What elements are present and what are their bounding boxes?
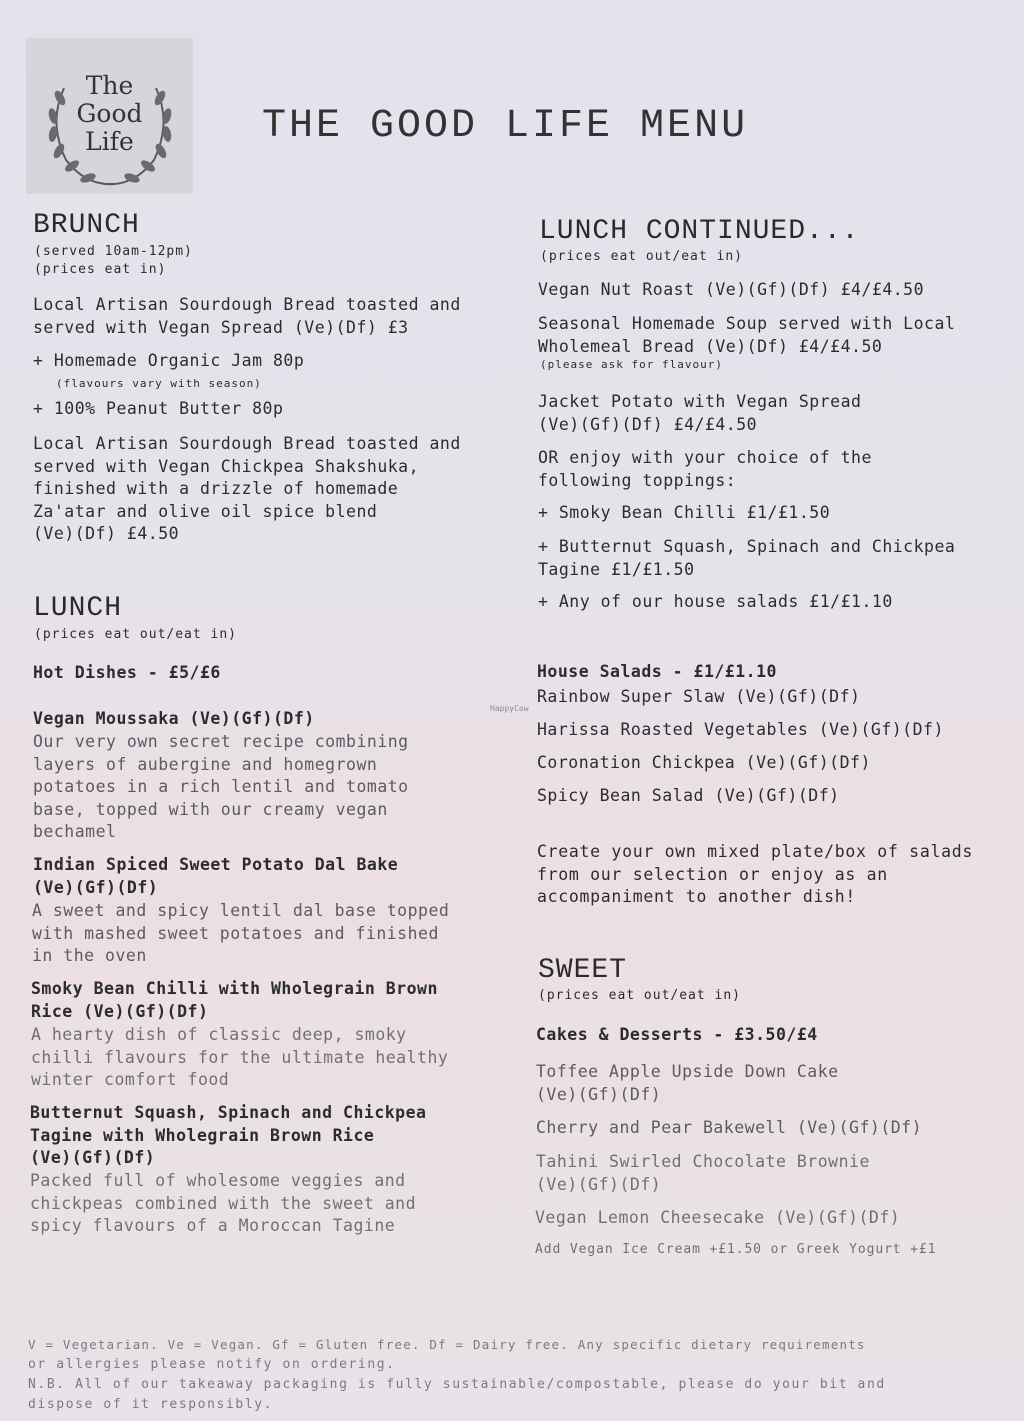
brunch-served: (served 10am-12pm)	[34, 244, 193, 259]
item-soup-note: (please ask for flavour)	[540, 358, 723, 371]
brunch-addon-peanut: + 100% Peanut Butter 80p	[33, 399, 284, 418]
footer-line2: or allergies please notify on ordering.	[28, 1357, 396, 1372]
item-jacket-potato: Jacket Potato with Vegan Spread (Ve)(Gf)(Df) £4/£4.50	[538, 392, 862, 434]
brunch-title: BRUNCH	[33, 210, 140, 241]
footer-line3: N.B. All of our takeaway packaging is fully sustainable/compostable, please do your bit and	[28, 1377, 886, 1392]
sweet-prices-note: (prices eat out/eat in)	[538, 988, 742, 1003]
item-nut-roast: Vegan Nut Roast (Ve)(Gf)(Df) £4/£4.50	[538, 280, 925, 299]
watermark: HappyCow	[490, 704, 529, 713]
brunch-item-shakshuka: Local Artisan Sourdough Bread toasted and served with Vegan Chickpea Shakshuka, finished with a drizzle of homemade Za'atar and olive oil spice blend (Ve)(Df) £4.50	[33, 434, 461, 543]
dish-tagine-desc: Packed full of wholesome veggies and chickpeas combined with the sweet and spicy flavours of a Moroccan Tagine	[30, 1171, 417, 1235]
brunch-addon-jam: + Homemade Organic Jam 80p	[33, 351, 305, 370]
topping-salads: + Any of our house salads £1/£1.10	[538, 592, 893, 611]
dessert-toffee-apple: Toffee Apple Upside Down Cake (Ve)(Gf)(Df)	[536, 1062, 839, 1104]
brunch-prices-note: (prices eat in)	[34, 262, 167, 277]
logo-text-line3: Life	[85, 127, 134, 156]
sweet-title: SWEET	[538, 955, 628, 986]
lunch-title: LUNCH	[33, 593, 123, 624]
dessert-brownie: Tahini Swirled Chocolate Brownie (Ve)(Gf)(Df)	[536, 1152, 870, 1194]
dish-chilli-name: Smoky Bean Chilli with Wholegrain Brown Rice (Ve)(Gf)(Df)	[31, 979, 438, 1021]
logo	[26, 38, 193, 194]
dish-dal-bake-desc: A sweet and spicy lentil dal base topped with mashed sweet potatoes and finished in the oven	[32, 901, 450, 965]
item-toppings-intro: OR enjoy with your choice of the following toppings:	[538, 448, 872, 490]
dish-moussaka-desc: Our very own secret recipe combining layers of aubergine and homegrown potatoes in a rich lentil and tomato base, topped with our creamy vegan bechamel	[33, 732, 409, 841]
logo-text-line1: The	[85, 71, 134, 100]
dish-chilli-desc: A hearty dish of classic deep, smoky chilli flavours for the ultimate healthy winter comfort food	[31, 1025, 449, 1089]
lunch-continued-prices-note: (prices eat out/eat in)	[540, 249, 744, 264]
dish-tagine-name: Butternut Squash, Spinach and Chickpea Tagine with Wholegrain Brown Rice (Ve)(Gf)(Df)	[30, 1103, 427, 1167]
salads-heading: House Salads - £1/£1.10	[537, 662, 777, 681]
dish-dal-bake-name: Indian Spiced Sweet Potato Dal Bake (Ve)(Gf)(Df)	[33, 855, 399, 897]
dessert-bakewell: Cherry and Pear Bakewell (Ve)(Gf)(Df)	[536, 1118, 923, 1137]
brunch-item-sourdough-spread: Local Artisan Sourdough Bread toasted and served with Vegan Spread (Ve)(Df) £3	[33, 295, 461, 337]
desserts-heading: Cakes & Desserts - £3.50/£4	[536, 1025, 818, 1044]
page-title: THE GOOD LIFE MENU	[262, 104, 749, 149]
salad-harissa: Harissa Roasted Vegetables (Ve)(Gf)(Df)	[537, 720, 944, 739]
lunch-hot-heading: Hot Dishes - £5/£6	[33, 663, 221, 682]
lunch-continued-title: LUNCH CONTINUED...	[539, 216, 860, 247]
logo-text-line2: Good	[76, 99, 143, 128]
lunch-prices-note: (prices eat out/eat in)	[34, 627, 238, 642]
dish-moussaka-name: Vegan Moussaka (Ve)(Gf)(Df)	[33, 709, 315, 728]
topping-tagine: + Butternut Squash, Spinach and Chickpea Tagine £1/£1.50	[538, 537, 956, 579]
salad-spicy-bean: Spicy Bean Salad (Ve)(Gf)(Df)	[537, 786, 840, 805]
salad-coronation: Coronation Chickpea (Ve)(Gf)(Df)	[537, 753, 871, 772]
brunch-addon-jam-note: (flavours vary with season)	[56, 377, 262, 390]
footer-line1: V = Vegetarian. Ve = Vegan. Gf = Gluten free. Df = Dairy free. Any specific dietary requirements	[28, 1337, 866, 1352]
dessert-cheesecake: Vegan Lemon Cheesecake (Ve)(Gf)(Df)	[535, 1208, 901, 1227]
salads-note: Create your own mixed plate/box of salads from our selection or enjoy as an accompaniment to another dish!	[537, 842, 973, 906]
salad-slaw: Rainbow Super Slaw (Ve)(Gf)(Df)	[537, 687, 861, 706]
topping-chilli: + Smoky Bean Chilli £1/£1.50	[538, 503, 831, 522]
footer-line4: dispose of it responsibly.	[28, 1397, 274, 1412]
dessert-addon: Add Vegan Ice Cream +£1.50 or Greek Yogurt +£1	[535, 1242, 937, 1257]
item-soup: Seasonal Homemade Soup served with Local Wholemeal Bread (Ve)(Df) £4/£4.50	[538, 314, 956, 356]
